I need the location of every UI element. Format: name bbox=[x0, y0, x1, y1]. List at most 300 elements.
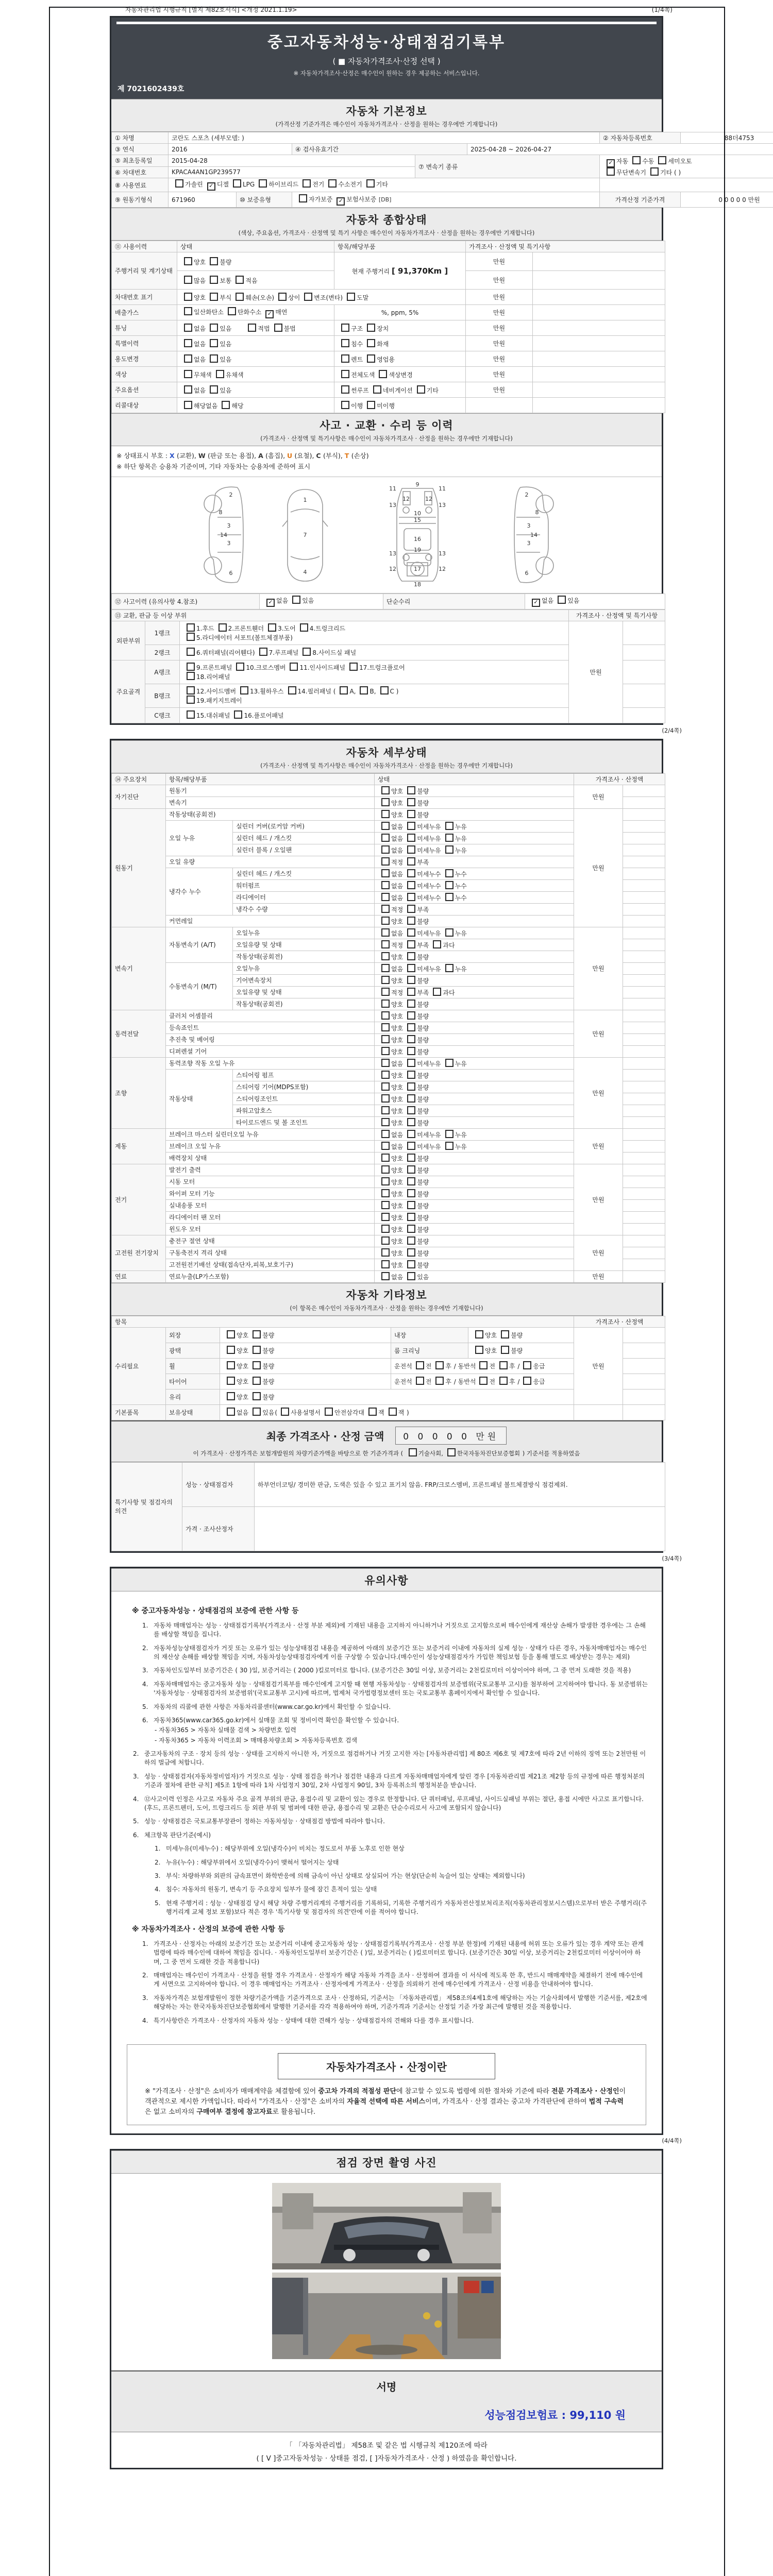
checkbox[interactable] bbox=[407, 834, 415, 842]
checkbox[interactable] bbox=[304, 293, 312, 301]
checkbox[interactable] bbox=[407, 1011, 415, 1020]
checkbox[interactable] bbox=[381, 786, 390, 794]
checkbox[interactable] bbox=[407, 786, 415, 794]
checkbox[interactable] bbox=[381, 1260, 390, 1268]
checkbox-label: 불량 bbox=[417, 1001, 429, 1008]
checkbox[interactable] bbox=[341, 401, 349, 409]
state-options bbox=[220, 1343, 391, 1358]
checkbox[interactable] bbox=[360, 686, 368, 694]
checkbox[interactable] bbox=[381, 1177, 390, 1185]
checkbox[interactable] bbox=[407, 1130, 415, 1138]
diagram-panel-number: 13 bbox=[439, 501, 446, 509]
checkbox[interactable] bbox=[381, 1047, 390, 1055]
state-options bbox=[375, 1069, 574, 1081]
checkbox[interactable] bbox=[407, 1260, 415, 1268]
checkbox[interactable] bbox=[407, 1236, 415, 1245]
checkbox[interactable] bbox=[381, 1082, 390, 1091]
checkbox[interactable] bbox=[416, 1361, 424, 1369]
ellipse-element bbox=[356, 2345, 417, 2355]
state-options bbox=[375, 1247, 574, 1259]
checkbox[interactable] bbox=[407, 976, 415, 984]
checkbox[interactable] bbox=[300, 623, 308, 632]
checkbox[interactable] bbox=[236, 293, 244, 301]
checkbox[interactable] bbox=[381, 940, 390, 948]
checkbox[interactable] bbox=[407, 999, 415, 1008]
checkbox[interactable] bbox=[407, 1106, 415, 1114]
checkbox[interactable] bbox=[303, 179, 311, 188]
checkbox-label: 불량 bbox=[417, 1166, 429, 1174]
checkbox[interactable] bbox=[407, 988, 415, 996]
checkbox[interactable]: ✓ bbox=[337, 197, 345, 206]
checkbox[interactable] bbox=[381, 1165, 390, 1174]
checkbox-label: 미세누유 bbox=[417, 1060, 441, 1067]
checkbox[interactable] bbox=[367, 324, 375, 332]
notice-item-number: 1. bbox=[155, 1845, 161, 1853]
checkbox-label: 10.크로스멤버 bbox=[246, 664, 286, 671]
diagram-panel-number: 1 bbox=[303, 496, 307, 503]
checkbox[interactable] bbox=[407, 1047, 415, 1055]
checkbox[interactable] bbox=[407, 940, 415, 948]
checkbox[interactable] bbox=[227, 1330, 235, 1338]
checkbox[interactable] bbox=[499, 1377, 508, 1385]
checkbox[interactable] bbox=[445, 1130, 453, 1138]
memo-cell bbox=[623, 915, 665, 927]
checkbox[interactable] bbox=[227, 1408, 235, 1416]
checkbox[interactable] bbox=[381, 1201, 390, 1209]
checkbox[interactable] bbox=[381, 810, 390, 818]
checkbox[interactable] bbox=[407, 1248, 415, 1257]
checkbox[interactable] bbox=[445, 1059, 453, 1067]
checkbox[interactable] bbox=[389, 1408, 397, 1416]
car-diagram bbox=[111, 477, 662, 594]
document-subtitle: ( ■ 자동차가격조사·산정 선택 ) bbox=[332, 57, 441, 66]
checkbox[interactable] bbox=[435, 1361, 444, 1369]
checkbox[interactable] bbox=[479, 1377, 488, 1385]
section-subtitle: (색상, 주요옵션, 가격조사 · 산정액 및 특기 사항은 매수인이 자동차가격조사 · 산정을 원하는 경우에만 기재합니다) bbox=[238, 229, 535, 236]
table-row bbox=[112, 1506, 665, 1551]
item-label: 연료누출(LP가스포함) bbox=[166, 1270, 375, 1282]
checkbox[interactable] bbox=[381, 1071, 390, 1079]
checkbox[interactable] bbox=[445, 928, 453, 937]
checkbox[interactable] bbox=[381, 1118, 390, 1126]
checkbox[interactable] bbox=[184, 401, 192, 409]
checkbox[interactable] bbox=[184, 257, 192, 265]
checkbox[interactable] bbox=[281, 1408, 289, 1416]
checkbox[interactable] bbox=[407, 1023, 415, 1031]
rank-label: C랭크 bbox=[145, 707, 180, 723]
checkbox[interactable] bbox=[187, 623, 195, 632]
checkbox[interactable] bbox=[381, 1059, 390, 1067]
checkbox[interactable] bbox=[523, 1361, 531, 1369]
checkbox[interactable] bbox=[380, 686, 389, 694]
checkbox[interactable] bbox=[210, 385, 218, 394]
diagram-panel-number: 11 bbox=[389, 485, 396, 492]
checkbox[interactable] bbox=[187, 696, 195, 704]
state-options bbox=[375, 1188, 574, 1199]
checkbox[interactable] bbox=[435, 1377, 444, 1385]
checkbox[interactable] bbox=[407, 1154, 415, 1162]
checkbox[interactable] bbox=[381, 1142, 390, 1150]
warranty-options bbox=[292, 192, 600, 208]
checkbox[interactable] bbox=[407, 1142, 415, 1150]
checkbox[interactable] bbox=[475, 1330, 483, 1338]
checkbox[interactable] bbox=[184, 324, 192, 332]
checkbox[interactable] bbox=[407, 1225, 415, 1233]
checkbox-label: 없음 bbox=[391, 894, 404, 902]
checkbox[interactable] bbox=[407, 1165, 415, 1174]
checkbox[interactable] bbox=[445, 893, 453, 901]
checkbox[interactable] bbox=[227, 1361, 235, 1369]
checkbox[interactable] bbox=[184, 339, 192, 347]
checkbox[interactable] bbox=[407, 810, 415, 818]
checkbox-label: 9.프론트패널 bbox=[196, 664, 232, 671]
checkbox[interactable] bbox=[253, 1346, 261, 1354]
checkbox[interactable] bbox=[184, 385, 192, 394]
info-text-segment: 법적 구속력 bbox=[589, 2098, 624, 2106]
checkbox[interactable] bbox=[381, 1225, 390, 1233]
checkbox[interactable] bbox=[210, 276, 218, 284]
checkbox[interactable] bbox=[234, 710, 242, 719]
checkbox-label: 15.대쉬패널 bbox=[196, 712, 230, 719]
notice-item-text: 자동차 매매업자는 성능 · 상태점검기록부(가격조사 · 산정 부분 제외)에 기재된 내용을 고지하지 아니하거나 거짓으로 고지함으로써 매수인에게 재산상 손해가 발생한 경우에는 그 손해를 배상할 책임을 집니다. bbox=[154, 1621, 646, 1638]
checkbox[interactable] bbox=[445, 834, 453, 842]
checkbox[interactable] bbox=[222, 401, 230, 409]
checkbox[interactable] bbox=[303, 648, 311, 656]
checkbox-label: 없음 bbox=[391, 1273, 404, 1281]
checkbox[interactable] bbox=[341, 339, 349, 347]
memo-cell bbox=[623, 1128, 665, 1140]
checkbox[interactable] bbox=[292, 596, 300, 604]
checkbox[interactable] bbox=[381, 881, 390, 889]
notice-item-number: 5. bbox=[142, 1703, 148, 1710]
checkbox[interactable] bbox=[210, 324, 218, 332]
info-text-segment: 에 참고할 수 있도록 법령에 의한 절차와 기준에 따라 bbox=[396, 2087, 551, 2095]
checkbox[interactable] bbox=[407, 952, 415, 960]
checkbox[interactable] bbox=[259, 179, 267, 188]
checkbox[interactable] bbox=[187, 672, 195, 680]
checkbox[interactable] bbox=[381, 964, 390, 972]
checkbox[interactable] bbox=[407, 1118, 415, 1126]
text-segment: ( bbox=[275, 1409, 278, 1416]
checkbox[interactable] bbox=[407, 798, 415, 806]
checkbox[interactable] bbox=[184, 354, 192, 363]
checkbox[interactable] bbox=[381, 798, 390, 806]
checkbox[interactable] bbox=[381, 845, 390, 854]
checkbox[interactable] bbox=[381, 1189, 390, 1197]
checkbox[interactable] bbox=[407, 1094, 415, 1103]
checkbox[interactable] bbox=[259, 648, 267, 656]
checkbox[interactable] bbox=[407, 1272, 415, 1280]
state-options bbox=[375, 986, 574, 998]
checkbox-label: 영업용 bbox=[377, 355, 395, 363]
diagram-panel-number: 9 bbox=[415, 481, 419, 488]
memo-cell bbox=[533, 367, 665, 382]
checkbox[interactable] bbox=[445, 822, 453, 830]
checkbox[interactable] bbox=[347, 293, 355, 301]
notice-item-text: 자동차의 리콜에 관한 사항은 자동차리콜센터(www.car.go.kr)에서 확인할 수 있습니다. bbox=[154, 1703, 391, 1710]
checkbox[interactable] bbox=[381, 988, 390, 996]
checkbox[interactable] bbox=[184, 293, 192, 301]
checkbox[interactable] bbox=[445, 881, 453, 889]
checkbox[interactable] bbox=[373, 385, 381, 394]
checkbox[interactable] bbox=[407, 1201, 415, 1209]
checkbox[interactable] bbox=[210, 339, 218, 347]
item-label: 커먼레일 bbox=[166, 915, 375, 927]
checkbox[interactable] bbox=[184, 307, 192, 315]
checkbox-label: 기술사회, bbox=[418, 1449, 443, 1457]
item-label: 스티어링 펌프 bbox=[233, 1069, 375, 1081]
rect-element bbox=[442, 2278, 447, 2355]
checkbox[interactable] bbox=[367, 339, 375, 347]
checkbox[interactable]: ✓ bbox=[265, 310, 274, 318]
memo-cell bbox=[623, 927, 665, 939]
checkbox[interactable] bbox=[381, 928, 390, 937]
col-header: 가격조사 · 산정액 bbox=[574, 773, 665, 785]
checkbox[interactable] bbox=[445, 845, 453, 854]
field-label: ② 자동차등록번호 bbox=[600, 132, 681, 144]
checkbox[interactable] bbox=[210, 293, 218, 301]
checkbox[interactable] bbox=[475, 1346, 483, 1354]
checkbox[interactable] bbox=[407, 822, 415, 830]
checkbox[interactable] bbox=[288, 686, 296, 694]
checkbox[interactable] bbox=[558, 596, 566, 604]
checkbox[interactable] bbox=[210, 354, 218, 363]
notice-item-text: 성능 · 상태점검은 국토교통부장관이 정하는 자동차성능 · 상태점검 방법에 따라야 합니다. bbox=[144, 1818, 385, 1825]
accident-history-row bbox=[111, 594, 665, 609]
checkbox[interactable] bbox=[381, 834, 390, 842]
checkbox[interactable] bbox=[381, 1035, 390, 1043]
state-options bbox=[375, 1199, 574, 1211]
checkbox[interactable] bbox=[407, 1035, 415, 1043]
checkbox[interactable] bbox=[381, 905, 390, 913]
checkbox[interactable] bbox=[367, 354, 375, 363]
checkbox[interactable] bbox=[381, 1106, 390, 1114]
table-row bbox=[112, 320, 665, 336]
checkbox[interactable] bbox=[407, 1213, 415, 1221]
checkbox[interactable] bbox=[210, 257, 218, 265]
checkbox[interactable]: ✓ bbox=[532, 599, 540, 607]
checkbox[interactable] bbox=[407, 1071, 415, 1079]
table-row bbox=[112, 305, 665, 320]
state-options bbox=[375, 856, 574, 868]
checkbox-label: 불량 bbox=[417, 953, 429, 961]
checkbox-label: 세미오토 bbox=[668, 158, 692, 165]
checkbox[interactable] bbox=[407, 869, 415, 877]
item-label: 오일누유 bbox=[233, 927, 375, 939]
checkbox[interactable] bbox=[447, 1448, 456, 1456]
checkbox[interactable] bbox=[417, 385, 425, 394]
checkbox[interactable] bbox=[416, 1377, 424, 1385]
checkbox[interactable] bbox=[658, 156, 666, 164]
checkbox[interactable] bbox=[409, 1448, 417, 1456]
checkbox[interactable] bbox=[341, 370, 349, 378]
checkbox[interactable] bbox=[407, 1082, 415, 1091]
checkbox[interactable] bbox=[341, 385, 349, 394]
checkbox[interactable] bbox=[227, 1346, 235, 1354]
notice-item-text: 자동차매매업자는 중고자동차 성능 · 상태점검기록부를 매수인에게 고지할 때 현행 자동차성능 · 상태점검자의 보증범위(국토교통부 고시)를 첨부하여 고지하여야 합니다. 동 보증범위는 '자동차성능 · 상태점검자의 보증범위'(국토교통부 고시)에 따르며, 법제처 국가법령정보센터 또는 국토교통부 홈페이지에서 확인할 수 있습니다. bbox=[154, 1680, 648, 1697]
table-row bbox=[112, 290, 665, 305]
item-label: 디퍼렌셜 기어 bbox=[166, 1045, 375, 1057]
checkbox-label: 불량 bbox=[417, 1202, 429, 1210]
checkbox[interactable] bbox=[381, 893, 390, 901]
checkbox[interactable] bbox=[445, 1142, 453, 1150]
checkbox[interactable] bbox=[253, 1392, 261, 1400]
state-options bbox=[375, 1022, 574, 1033]
page-number-2: (2/4쪽) bbox=[662, 726, 682, 734]
checkbox[interactable] bbox=[236, 276, 244, 284]
memo-cell bbox=[533, 290, 665, 305]
checkbox[interactable] bbox=[184, 276, 192, 284]
checkbox[interactable] bbox=[381, 869, 390, 877]
memo-cell bbox=[533, 305, 665, 320]
checkbox[interactable] bbox=[407, 857, 415, 866]
row-label: 색상 bbox=[112, 367, 177, 382]
checkbox[interactable] bbox=[187, 633, 195, 641]
checkbox[interactable] bbox=[501, 1330, 509, 1338]
checkbox[interactable] bbox=[381, 857, 390, 866]
checkbox[interactable]: ✓ bbox=[266, 599, 275, 607]
checkbox-label: 해당 bbox=[231, 402, 244, 410]
checkbox[interactable] bbox=[268, 623, 276, 632]
checkbox[interactable] bbox=[367, 401, 375, 409]
checkbox[interactable] bbox=[187, 663, 195, 671]
field-label: ⑤ 최초등록일 bbox=[112, 155, 169, 167]
checkbox[interactable] bbox=[240, 686, 248, 694]
checkbox[interactable] bbox=[407, 905, 415, 913]
checkbox-label: 불량 bbox=[220, 258, 232, 266]
memo-cell bbox=[623, 621, 665, 645]
checkbox[interactable] bbox=[607, 167, 615, 176]
checkbox[interactable] bbox=[381, 1130, 390, 1138]
checkbox[interactable] bbox=[187, 710, 195, 719]
checkbox[interactable] bbox=[381, 952, 390, 960]
checkbox[interactable] bbox=[278, 293, 287, 301]
checkbox[interactable] bbox=[366, 179, 375, 188]
memo-cell bbox=[623, 1389, 665, 1404]
checkbox[interactable] bbox=[187, 686, 195, 694]
checkbox[interactable] bbox=[381, 822, 390, 830]
checkbox[interactable] bbox=[499, 1361, 508, 1369]
checkbox[interactable] bbox=[233, 179, 241, 188]
checkbox[interactable] bbox=[253, 1408, 261, 1416]
checkbox[interactable] bbox=[184, 370, 192, 378]
circle-element bbox=[417, 2249, 430, 2261]
header-row bbox=[112, 609, 665, 621]
checkbox[interactable] bbox=[381, 1154, 390, 1162]
checkbox[interactable] bbox=[433, 940, 441, 948]
checkbox[interactable] bbox=[341, 324, 349, 332]
checkbox[interactable] bbox=[381, 999, 390, 1008]
notice-item-number: 3. bbox=[133, 1772, 139, 1780]
checkbox[interactable] bbox=[248, 324, 256, 332]
memo-cell bbox=[623, 645, 665, 660]
legend-label: (교환), bbox=[177, 452, 198, 460]
checkbox[interactable] bbox=[407, 928, 415, 937]
checkbox[interactable] bbox=[407, 1059, 415, 1067]
checkbox[interactable] bbox=[253, 1377, 261, 1385]
checkbox[interactable] bbox=[228, 307, 236, 315]
checkbox[interactable] bbox=[219, 623, 227, 632]
checkbox[interactable] bbox=[407, 917, 415, 925]
checkbox[interactable] bbox=[650, 167, 659, 176]
checkbox[interactable] bbox=[236, 663, 244, 671]
item-label: 원동기 bbox=[166, 785, 375, 796]
checkbox[interactable] bbox=[341, 354, 349, 363]
notice-item-text: 매매업자는 매수인이 가격조사 · 산정을 원할 경우 가격조사 · 산정자가 해당 자동차 가격을 조사 · 산정하여 결과를 이 서식에 적도록 한 후, 반드시 매매계약을 체결하기 전에 매수인에게 서면으로 고지하여야 합니다. 이 경우 매매업자는 가격조사 · 산정자에게 가격조사 · 산정을 의뢰하기 전에 매수인에게 가격조사 · 산정 비용을 안내하여야 합니다. bbox=[154, 1972, 643, 1988]
diagram-panel-number: 2 bbox=[229, 491, 233, 498]
state-options bbox=[375, 1176, 574, 1188]
checkbox-label: 미이행 bbox=[377, 402, 395, 410]
checkbox[interactable] bbox=[381, 1272, 390, 1280]
checkbox[interactable] bbox=[253, 1330, 261, 1338]
checkbox[interactable] bbox=[381, 1094, 390, 1103]
checkbox[interactable] bbox=[274, 324, 282, 332]
memo-cell bbox=[623, 1057, 665, 1069]
checkbox[interactable] bbox=[368, 1408, 377, 1416]
checkbox[interactable] bbox=[381, 1236, 390, 1245]
section-subtitle: (가격조사 · 산정액 및 특기사항은 매수인이 자동차가격조사 · 산정을 원하는 경우에만 기재합니다) bbox=[260, 435, 513, 442]
checkbox[interactable] bbox=[299, 194, 307, 202]
table-row bbox=[112, 1462, 665, 1506]
checkbox[interactable] bbox=[379, 370, 387, 378]
memo-cell bbox=[623, 951, 665, 962]
checkbox[interactable] bbox=[445, 964, 453, 972]
checkbox[interactable] bbox=[253, 1361, 261, 1369]
notice-item-text: 가격조사 · 산정자는 아래의 보증기간 또는 보증거리 이내에 중고자동차 성능 · 상태점검기록부(가격조사 · 산정 부분 한정)에 기재된 내용에 허위 또는 오류가 있는 경우 계약 또는 관계법령에 따라 매수인에 대하여 책임을 집니다. · 자동차인도일부터 보증기간은 ( )일, 보증거리는 ( )킬로미터로 합니다. (보증기간은 30일 이상, 보증거리는 2천킬로미터 이상이어야 하며, 그 중 먼저 도래한 것을 적용합니다) bbox=[154, 1940, 644, 1965]
info-text-segment: ※ "가격조사 · 산정"은 소비자가 매매계약을 체결함에 있어 bbox=[145, 2087, 318, 2095]
checkbox[interactable] bbox=[381, 976, 390, 984]
checkbox[interactable] bbox=[501, 1346, 509, 1354]
checkbox[interactable] bbox=[340, 686, 348, 694]
checkbox[interactable] bbox=[445, 869, 453, 877]
state-options bbox=[375, 1045, 574, 1057]
checkbox[interactable] bbox=[523, 1377, 531, 1385]
checkbox[interactable] bbox=[187, 648, 195, 656]
state-options bbox=[375, 1152, 574, 1164]
checkbox[interactable] bbox=[381, 1248, 390, 1257]
checkbox[interactable] bbox=[381, 1023, 390, 1031]
checkbox[interactable] bbox=[349, 663, 358, 671]
checkbox[interactable] bbox=[328, 179, 337, 188]
checkbox[interactable] bbox=[227, 1377, 235, 1385]
checkbox[interactable] bbox=[175, 179, 183, 188]
checkbox[interactable] bbox=[407, 881, 415, 889]
checkbox[interactable] bbox=[290, 663, 298, 671]
checkbox[interactable] bbox=[407, 1189, 415, 1197]
checkbox[interactable]: ✓ bbox=[207, 182, 215, 191]
table-row bbox=[112, 1010, 665, 1022]
notice-item-number: 6. bbox=[133, 1831, 139, 1839]
checkbox[interactable] bbox=[216, 370, 224, 378]
checkbox[interactable] bbox=[381, 917, 390, 925]
checkbox[interactable]: ✓ bbox=[607, 159, 615, 167]
checkbox[interactable] bbox=[407, 964, 415, 972]
checkbox[interactable] bbox=[381, 1213, 390, 1221]
checkbox[interactable] bbox=[433, 988, 441, 996]
memo-cell bbox=[623, 974, 665, 986]
notice-item-text: 현재 주행거리 : 성능 · 상태점검 당시 해당 차량 주행거리계의 주행거리를 기록하되, 기록한 주행거리가 자동차전산정보처리조직(자동차관리정보시스템)으로부터 받은 주행거리(주행거리계 교체 정보 포함)보다 적은 경우 '특기사항 및 점검자의 의견'란에 이를 적어야 합니다. bbox=[166, 1899, 647, 1916]
checkbox[interactable] bbox=[479, 1361, 488, 1369]
checkbox[interactable] bbox=[381, 1011, 390, 1020]
checkbox[interactable] bbox=[407, 845, 415, 854]
item-label: 외장 bbox=[166, 1327, 220, 1343]
checkbox-label: 있음 bbox=[302, 597, 314, 604]
checkbox[interactable] bbox=[632, 156, 641, 164]
checkbox[interactable] bbox=[227, 1392, 235, 1400]
checkbox[interactable] bbox=[407, 893, 415, 901]
checkbox[interactable] bbox=[407, 1177, 415, 1185]
checkbox[interactable] bbox=[325, 1408, 333, 1416]
